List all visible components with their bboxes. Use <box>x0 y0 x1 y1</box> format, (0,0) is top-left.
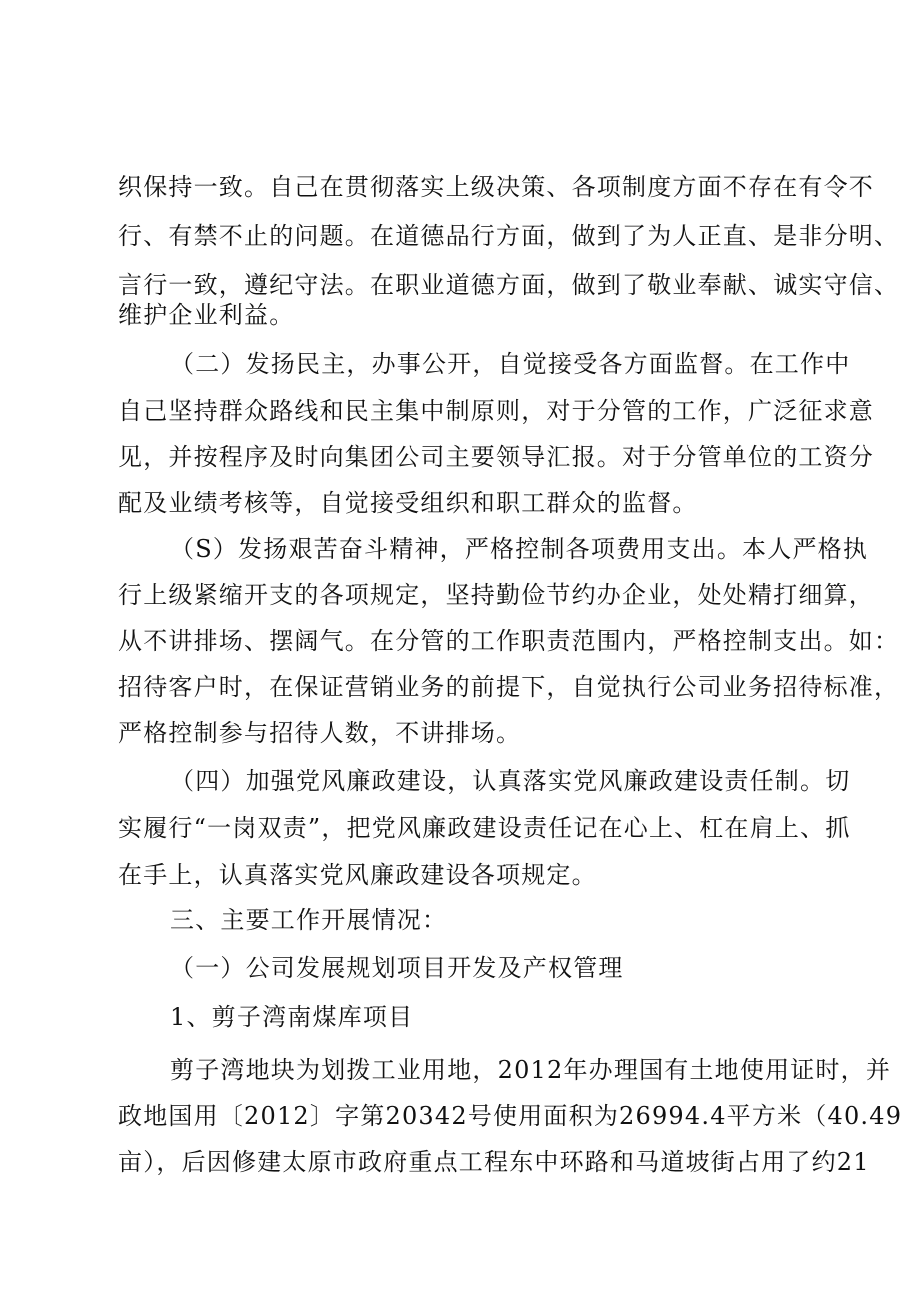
paragraph-line: 行、有禁不止的问题。在道德品行方面，做到了为人正直、是非分明、 <box>118 222 900 250</box>
paragraph-line: 见，并按程序及时向集团公司主要领导汇报。对于分管单位的工资分 <box>118 443 874 471</box>
paragraph-line: （二）发扬民主，办事公开，自觉接受各方面监督。在工作中 <box>170 350 851 378</box>
paragraph-line: 自己坚持群众路线和民主集中制原则，对于分管的工作，广泛征求意 <box>118 397 874 425</box>
item-heading: 1、剪子湾南煤库项目 <box>170 1003 414 1031</box>
paragraph-line: （S）发扬艰苦奋斗精神，严格控制各项费用支出。本人严格执 <box>170 535 869 563</box>
paragraph-line: 剪子湾地块为划拨工业用地，2012年办理国有土地使用证时，并 <box>170 1056 892 1084</box>
paragraph-line: 严格控制参与招待人数，不讲排场。 <box>118 719 522 747</box>
paragraph-line: 招待客户时，在保证营销业务的前提下，自觉执行公司业务招待标准， <box>118 673 900 701</box>
paragraph-line: 言行一致，遵纪守法。在职业道德方面，做到了敬业奉献、诚实守信、 <box>118 271 900 299</box>
paragraph-line: 政地国用〔2012〕字第20342号使用面积为26994.4平方米（40.49 <box>118 1102 903 1130</box>
paragraph-line: 配及业绩考核等，自觉接受组织和职工群众的监督。 <box>118 489 698 517</box>
paragraph-line: 在手上，认真落实党风廉政建设各项规定。 <box>118 861 597 889</box>
paragraph-line: （四）加强党风廉政建设，认真落实党风廉政建设责任制。切 <box>170 767 851 795</box>
subsection-heading: （一）公司发展规划项目开发及产权管理 <box>170 954 624 982</box>
paragraph-line: 亩），后因修建太原市政府重点工程东中环路和马道坡街占用了约21 <box>118 1148 870 1176</box>
paragraph-line: 从不讲排场、摆阔气。在分管的工作职责范围内，严格控制支出。如： <box>118 627 900 655</box>
paragraph-line: 实履行“一岗双责”，把党风廉政建设责任记在心上、杠在肩上、抓 <box>118 814 851 842</box>
paragraph-line: 织保持一致。自己在贯彻落实上级决策、各项制度方面不存在有令不 <box>118 173 874 201</box>
paragraph-line: 维护企业利益。 <box>118 301 295 329</box>
paragraph-line: 行上级紧缩开支的各项规定，坚持勤俭节约办企业，处处精打细算， <box>118 581 874 609</box>
section-heading: 三、主要工作开展情况： <box>170 906 448 934</box>
